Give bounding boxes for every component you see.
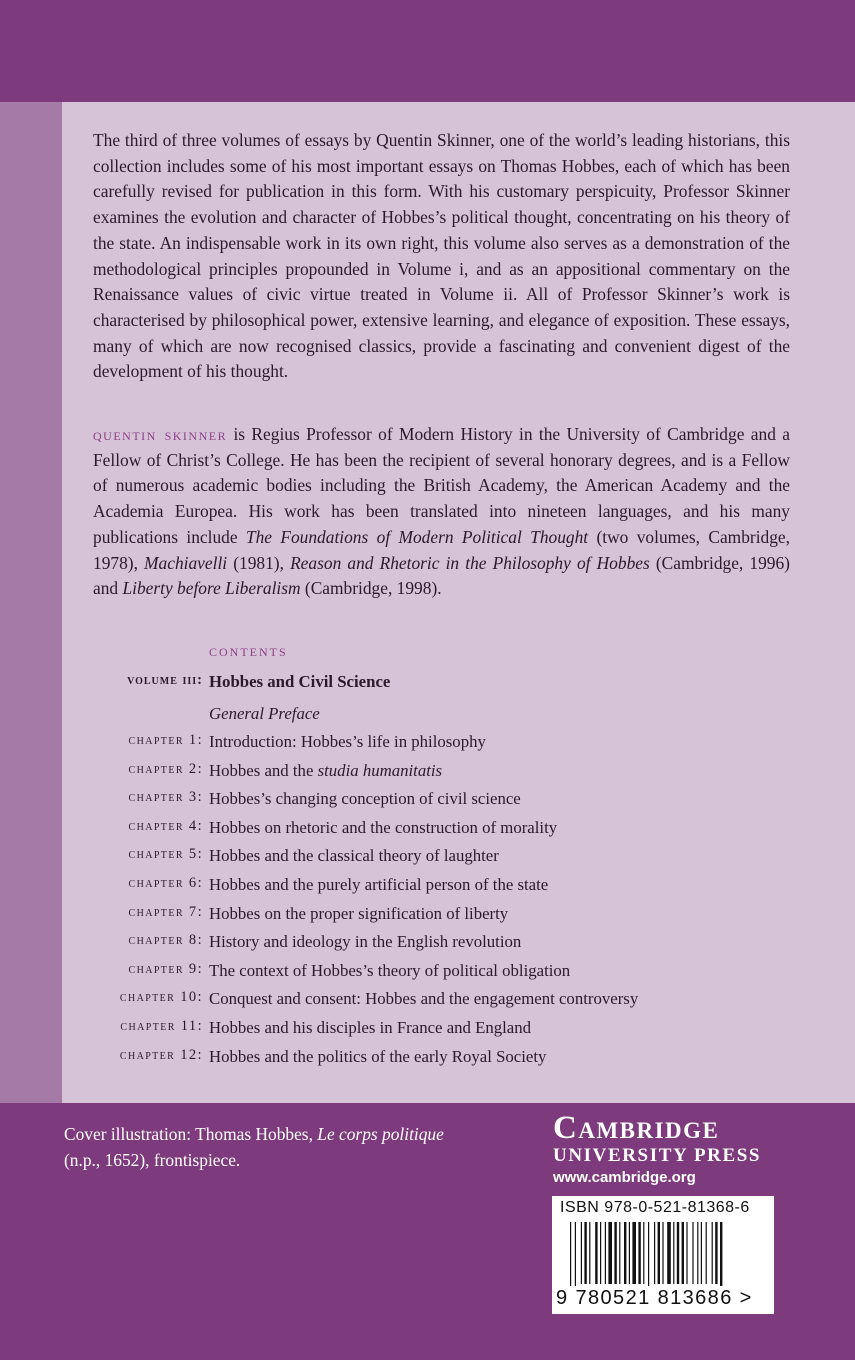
barcode-bar	[697, 1222, 698, 1284]
barcode-bar	[614, 1222, 616, 1284]
barcode-bar	[624, 1222, 626, 1284]
barcode-bar	[654, 1222, 655, 1284]
toc-title: Hobbes and his disciples in France and England	[209, 1018, 532, 1037]
toc-title: Hobbes on rhetoric and the construction of morality	[209, 817, 558, 837]
toc-label: chapter 5:	[128, 846, 203, 863]
barcode-bar	[712, 1222, 713, 1284]
barcode-bar	[581, 1222, 582, 1284]
cover-credit	[64, 1122, 484, 1173]
barcode-bar	[662, 1222, 663, 1284]
author-name: quentin skinner	[93, 425, 228, 444]
bio-text-5: (Cambridge, 1998).	[300, 578, 442, 599]
barcode-bar	[667, 1222, 671, 1284]
isbn-number: ISBN 978-0-521-81368-6	[560, 1199, 750, 1216]
publisher-subtitle: UNIVERSITY PRESS	[553, 1145, 762, 1166]
bio-text-3: (1981),	[227, 552, 291, 573]
credit-suffix: (n.p., 1652), frontispiece.	[64, 1149, 241, 1170]
toc-title-text: Hobbes and the	[209, 760, 318, 780]
toc-label: chapter 8:	[128, 932, 203, 949]
barcode-digits: 9 780521 813686 >	[556, 1287, 753, 1309]
toc-row	[0, 789, 855, 817]
toc-label: chapter 12:	[119, 1046, 203, 1063]
toc-title: Introduction: Hobbes’s life in philosophy	[209, 732, 486, 751]
toc-row	[0, 672, 855, 700]
toc-label: chapter 1:	[128, 732, 203, 748]
toc-label: chapter 4:	[128, 817, 203, 834]
toc-row	[0, 1047, 855, 1075]
toc-label: chapter 3:	[128, 789, 203, 806]
barcode-bar	[605, 1222, 606, 1284]
toc-row	[0, 846, 855, 874]
toc-label: chapter 7:	[128, 903, 203, 920]
publisher-url: www.cambridge.org	[553, 1169, 696, 1186]
barcode-bar	[692, 1222, 693, 1284]
toc-row	[0, 1018, 855, 1046]
barcode-bar	[673, 1222, 674, 1284]
toc-title: History and ideology in the English revolution	[209, 932, 522, 952]
toc-title: Hobbes’s changing conception of civil science	[209, 789, 521, 809]
toc-title-italic: studia humanitatis	[317, 760, 443, 780]
toc-title: Hobbes and the classical theory of laughter	[209, 846, 499, 866]
bio-work-3: Reason and Rhetoric in the Philosophy of Hobbes	[290, 552, 650, 573]
barcode-bar	[632, 1222, 636, 1284]
barcode-bar	[584, 1222, 586, 1284]
barcode-bar	[619, 1222, 620, 1284]
barcode-bar	[677, 1222, 679, 1284]
barcode-bar	[608, 1222, 612, 1284]
bio-text-2: (two volumes, Cambridge, 1978),	[93, 526, 790, 573]
toc-title: Hobbes on the proper signification of liberty	[209, 903, 509, 923]
toc-title: Hobbes and Civil Science	[209, 672, 391, 691]
toc-label: volume iii:	[127, 672, 203, 688]
barcode-bar	[686, 1222, 687, 1284]
barcode-box	[552, 1196, 774, 1314]
toc-title: Hobbes and the purely artificial person of the state	[209, 875, 549, 894]
barcode-bar	[648, 1222, 649, 1286]
barcode-bar	[600, 1222, 601, 1284]
toc-label: chapter 2:	[128, 760, 203, 777]
toc-title: The context of Hobbes’s theory of political obligation	[209, 960, 571, 980]
barcode-bar	[715, 1222, 717, 1284]
toc-title: General Preface	[209, 704, 320, 723]
toc-label: chapter 10:	[119, 989, 203, 1006]
toc-row	[0, 704, 855, 732]
toc-row	[0, 961, 855, 989]
toc-row	[0, 818, 855, 846]
toc-label: chapter 6:	[128, 875, 203, 891]
barcode-bar	[595, 1222, 597, 1284]
top-color-band	[0, 0, 855, 102]
toc-title: Conquest and consent: Hobbes and the engagement controversy	[209, 989, 639, 1009]
toc-title: Hobbes and the politics of the early Royal Society	[209, 1046, 547, 1066]
barcode-bar	[658, 1222, 660, 1284]
toc-row	[0, 932, 855, 960]
toc-label: chapter 11:	[120, 1018, 203, 1034]
book-blurb: The third of three volumes of essays by Quentin Skinner, one of the world’s leading historians, this collection includes some of his most important essays on Thomas Hobbes, each of which has been carefully revised for publication in this form. With his customary perspicuity, Professor Skinner examines the evolution and character of Hobbes’s political thought, concentrating on his theory of the state. An indispensable work in its own right, this volume also serves as a demonstration of the methodological principles propounded in Volume i, and as an appositional commentary on the Renaissance values of civic virtue treated in Volume ii. All of Professor Skinner’s work is characterised by philosophical power, extensive learning, and elegance of exposition. These essays, many of which are now recognised classics, provide a fascinating and convenient digest of the development of his thought.	[93, 130, 790, 382]
bio-text-4: (Cambridge, 1996) and	[93, 552, 790, 599]
bio-work-2: Machiavelli	[144, 552, 228, 573]
barcode-bar	[682, 1222, 684, 1284]
toc-row	[0, 989, 855, 1017]
barcode-bar	[701, 1222, 702, 1284]
publisher-logo	[553, 1110, 783, 1186]
credit-title: Le corps politique	[317, 1124, 444, 1144]
barcode-bar	[589, 1222, 590, 1284]
barcode-bar	[643, 1222, 644, 1284]
contents-heading: contents	[209, 641, 288, 660]
toc-label: chapter 9:	[128, 960, 203, 977]
barcode-bar	[706, 1222, 707, 1284]
toc-row	[0, 761, 855, 789]
barcode-bar	[629, 1222, 630, 1284]
barcode-icon	[556, 1222, 770, 1286]
toc-row	[0, 732, 855, 760]
toc-row	[0, 875, 855, 903]
toc-row	[0, 904, 855, 932]
barcode-bar	[720, 1222, 722, 1286]
toc-title	[209, 761, 442, 781]
barcode-bar	[570, 1222, 571, 1286]
bio-text-1: is Regius Professor of Modern History in the University of Cambridge and a Fellow of Christ’s College. He has been the recipient of several honorary degrees, and is a Fellow of numerous academic bodies including the British Academy, the American Academy and the Academia Europea. His work has been translated into nineteen languages, and his many publications include	[93, 424, 790, 547]
barcode-bar	[638, 1222, 640, 1284]
publisher-name: Cambridge	[553, 1110, 720, 1146]
bio-work-1: The Foundations of Modern Political Thought	[245, 526, 589, 547]
credit-prefix: Cover illustration: Thomas Hobbes,	[64, 1124, 318, 1144]
barcode-bar	[575, 1222, 576, 1286]
bio-work-4: Liberty before Liberalism	[122, 578, 301, 599]
author-bio	[93, 422, 790, 602]
